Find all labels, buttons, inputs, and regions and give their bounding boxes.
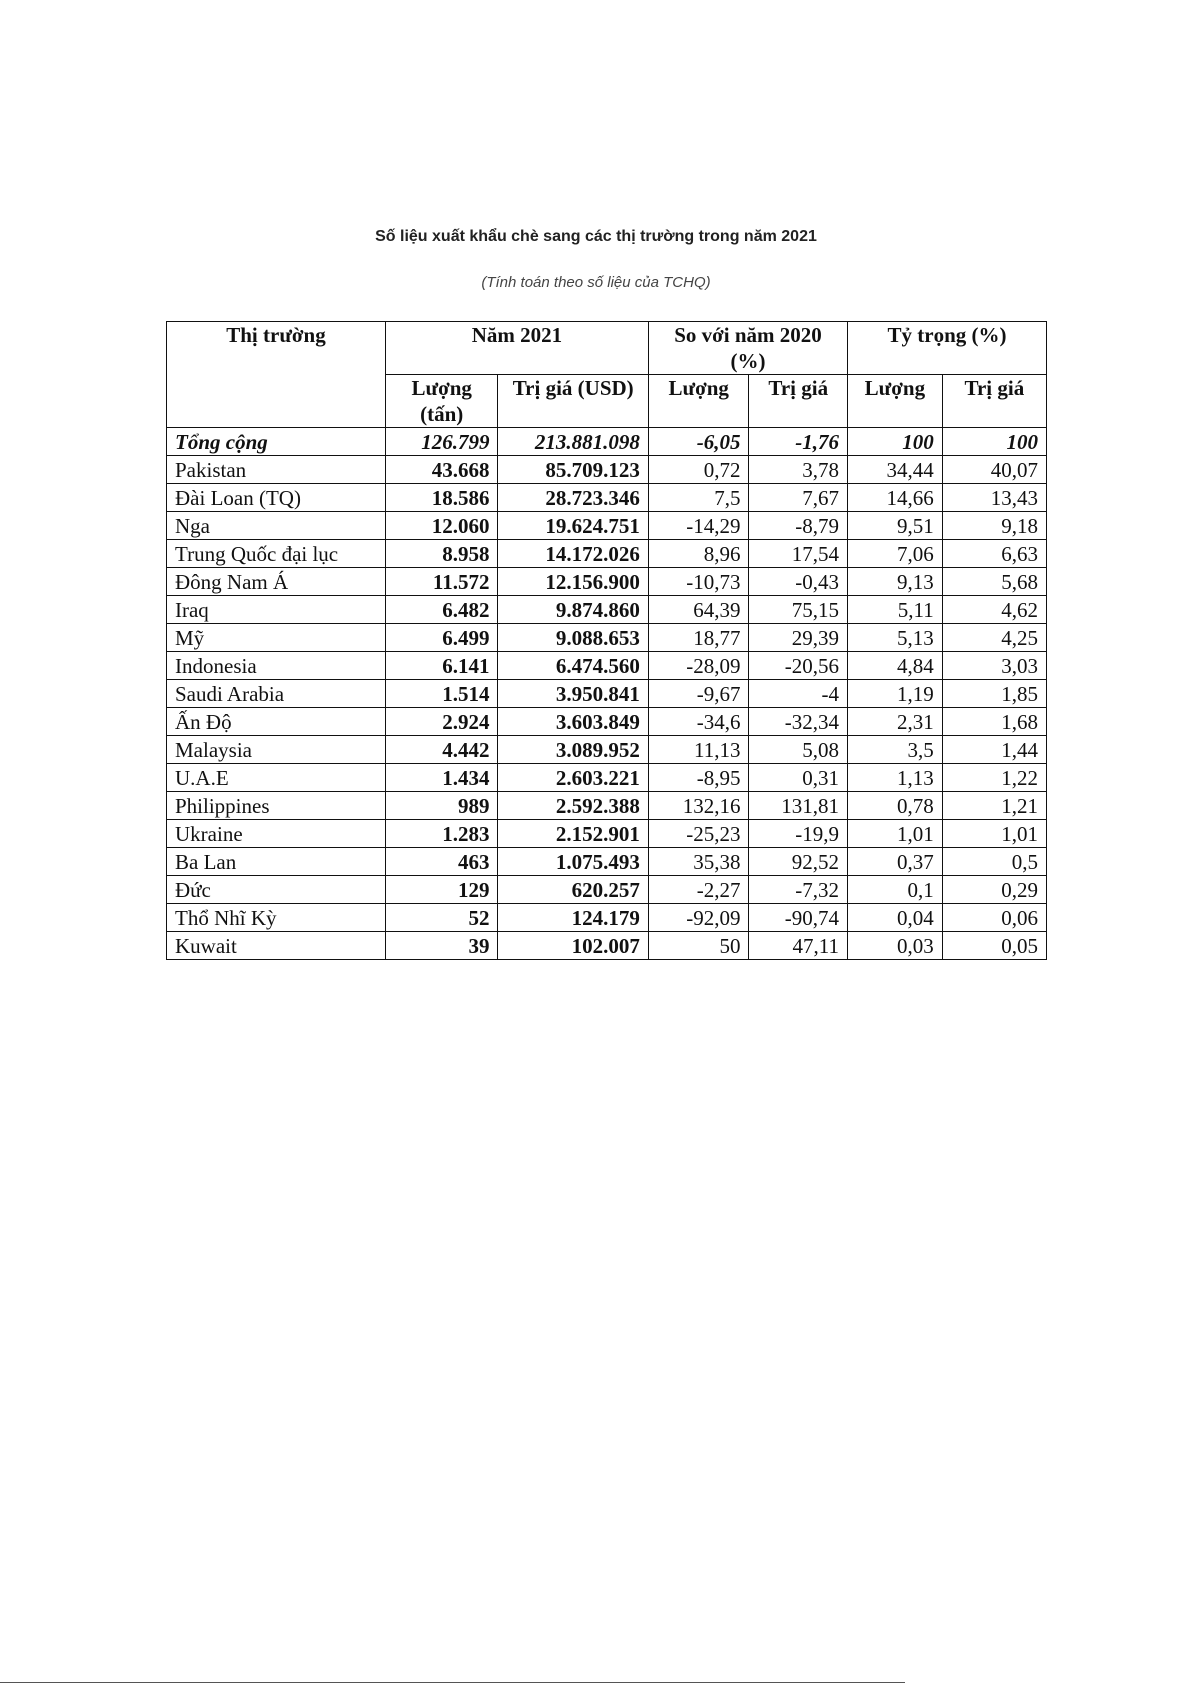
header-compare-group: So với năm 2020 (%) (648, 322, 847, 375)
cell-value: 620.257 (498, 876, 648, 904)
cell-value: 3.950.841 (498, 680, 648, 708)
cell-cmp-value: -4 (749, 680, 848, 708)
cell-qty: 129 (385, 876, 497, 904)
cell-qty: 8.958 (385, 540, 497, 568)
cell-share-qty: 34,44 (848, 456, 943, 484)
cell-qty: 6.482 (385, 596, 497, 624)
cell-qty: 18.586 (385, 484, 497, 512)
cell-market: Ukraine (167, 820, 386, 848)
cell-market: Đông Nam Á (167, 568, 386, 596)
header-row-group (167, 322, 1047, 375)
cell-cmp-qty: 11,13 (648, 736, 749, 764)
cell-market: Malaysia (167, 736, 386, 764)
cell-share-value: 0,05 (942, 932, 1046, 960)
cell-share-value: 4,25 (942, 624, 1046, 652)
document-title: Số liệu xuất khẩu chè sang các thị trường trong năm 2021 (375, 228, 817, 245)
cell-share-qty: 9,51 (848, 512, 943, 540)
cell-share-value: 0,5 (942, 848, 1046, 876)
cell-value: 124.179 (498, 904, 648, 932)
cell-market: Pakistan (167, 456, 386, 484)
cell-share-value: 1,22 (942, 764, 1046, 792)
cell-value: 9.088.653 (498, 624, 648, 652)
cell-cmp-value: 3,78 (749, 456, 848, 484)
cell-value: 2.152.901 (498, 820, 648, 848)
table-row (167, 792, 1047, 820)
cell-share-qty: 5,13 (848, 624, 943, 652)
cell-share-qty: 0,1 (848, 876, 943, 904)
cell-cmp-value: -32,34 (749, 708, 848, 736)
cell-share-qty: 7,06 (848, 540, 943, 568)
cell-cmp-qty: 7,5 (648, 484, 749, 512)
cell-cmp-value: -0,43 (749, 568, 848, 596)
total-share-qty: 100 (848, 428, 943, 456)
cell-share-value: 3,03 (942, 652, 1046, 680)
cell-share-value: 1,01 (942, 820, 1046, 848)
cell-cmp-qty: -9,67 (648, 680, 749, 708)
cell-cmp-value: -90,74 (749, 904, 848, 932)
cell-share-qty: 1,01 (848, 820, 943, 848)
cell-share-value: 13,43 (942, 484, 1046, 512)
cell-market: Thổ Nhĩ Kỳ (167, 904, 386, 932)
table-row (167, 848, 1047, 876)
cell-share-value: 40,07 (942, 456, 1046, 484)
cell-share-qty: 14,66 (848, 484, 943, 512)
cell-qty: 52 (385, 904, 497, 932)
total-label: Tổng cộng (167, 428, 386, 456)
cell-share-value: 0,29 (942, 876, 1046, 904)
cell-cmp-qty: -34,6 (648, 708, 749, 736)
header-share-qty: Lượng (848, 375, 943, 428)
cell-share-value: 5,68 (942, 568, 1046, 596)
cell-share-qty: 0,03 (848, 932, 943, 960)
header-qty: Lượng (tấn) (385, 375, 497, 428)
cell-value: 9.874.860 (498, 596, 648, 624)
cell-share-qty: 4,84 (848, 652, 943, 680)
cell-market: Nga (167, 512, 386, 540)
cell-cmp-qty: -14,29 (648, 512, 749, 540)
cell-cmp-qty: -8,95 (648, 764, 749, 792)
total-share-value: 100 (942, 428, 1046, 456)
cell-value: 102.007 (498, 932, 648, 960)
cell-cmp-value: 131,81 (749, 792, 848, 820)
cell-qty: 43.668 (385, 456, 497, 484)
table-row (167, 456, 1047, 484)
cell-cmp-qty: 64,39 (648, 596, 749, 624)
cell-market: U.A.E (167, 764, 386, 792)
cell-qty: 6.499 (385, 624, 497, 652)
cell-cmp-qty: 8,96 (648, 540, 749, 568)
cell-market: Saudi Arabia (167, 680, 386, 708)
cell-share-qty: 1,13 (848, 764, 943, 792)
table-row (167, 680, 1047, 708)
cell-cmp-value: 0,31 (749, 764, 848, 792)
cell-market: Đài Loan (TQ) (167, 484, 386, 512)
table-row (167, 596, 1047, 624)
header-market: Thị trường (167, 322, 386, 428)
cell-value: 85.709.123 (498, 456, 648, 484)
table-row (167, 568, 1047, 596)
cell-value: 2.592.388 (498, 792, 648, 820)
header-value: Trị giá (USD) (498, 375, 648, 428)
cell-cmp-qty: -28,09 (648, 652, 749, 680)
header-cmp-value: Trị giá (749, 375, 848, 428)
table-row (167, 736, 1047, 764)
cell-qty: 1.434 (385, 764, 497, 792)
cell-cmp-value: 5,08 (749, 736, 848, 764)
table-row (167, 820, 1047, 848)
cell-cmp-value: 7,67 (749, 484, 848, 512)
cell-qty: 989 (385, 792, 497, 820)
table-row (167, 932, 1047, 960)
cell-cmp-qty: -92,09 (648, 904, 749, 932)
cell-cmp-value: 29,39 (749, 624, 848, 652)
header-cmp-qty: Lượng (648, 375, 749, 428)
total-qty: 126.799 (385, 428, 497, 456)
cell-cmp-qty: 50 (648, 932, 749, 960)
cell-share-qty: 2,31 (848, 708, 943, 736)
cell-share-value: 1,21 (942, 792, 1046, 820)
table-row (167, 484, 1047, 512)
cell-cmp-value: -19,9 (749, 820, 848, 848)
cell-share-qty: 0,04 (848, 904, 943, 932)
cell-qty: 4.442 (385, 736, 497, 764)
table-body (167, 428, 1047, 960)
cell-value: 14.172.026 (498, 540, 648, 568)
cell-cmp-value: -20,56 (749, 652, 848, 680)
cell-cmp-qty: -2,27 (648, 876, 749, 904)
cell-cmp-qty: 18,77 (648, 624, 749, 652)
cell-value: 19.624.751 (498, 512, 648, 540)
cell-share-qty: 5,11 (848, 596, 943, 624)
cell-market: Ba Lan (167, 848, 386, 876)
cell-cmp-value: 47,11 (749, 932, 848, 960)
cell-value: 28.723.346 (498, 484, 648, 512)
total-cmp-qty: -6,05 (648, 428, 749, 456)
cell-qty: 12.060 (385, 512, 497, 540)
header-share-value: Trị giá (942, 375, 1046, 428)
table-row (167, 512, 1047, 540)
table-row (167, 764, 1047, 792)
cell-qty: 1.283 (385, 820, 497, 848)
cell-market: Trung Quốc đại lục (167, 540, 386, 568)
header-year-group: Năm 2021 (385, 322, 648, 375)
cell-market: Đức (167, 876, 386, 904)
table-row (167, 876, 1047, 904)
cell-value: 12.156.900 (498, 568, 648, 596)
cell-qty: 463 (385, 848, 497, 876)
cell-value: 1.075.493 (498, 848, 648, 876)
cell-market: Iraq (167, 596, 386, 624)
cell-value: 3.089.952 (498, 736, 648, 764)
cell-share-value: 6,63 (942, 540, 1046, 568)
cell-value: 3.603.849 (498, 708, 648, 736)
cell-qty: 39 (385, 932, 497, 960)
cell-qty: 11.572 (385, 568, 497, 596)
cell-share-qty: 1,19 (848, 680, 943, 708)
document-subtitle: (Tính toán theo số liệu của TCHQ) (481, 274, 711, 291)
total-cmp-value: -1,76 (749, 428, 848, 456)
cell-cmp-qty: 35,38 (648, 848, 749, 876)
table-row (167, 904, 1047, 932)
cell-share-value: 1,68 (942, 708, 1046, 736)
cell-value: 6.474.560 (498, 652, 648, 680)
table-row (167, 624, 1047, 652)
table-row (167, 652, 1047, 680)
export-table (166, 321, 1047, 960)
cell-market: Ấn Độ (167, 708, 386, 736)
cell-cmp-value: 92,52 (749, 848, 848, 876)
cell-value: 2.603.221 (498, 764, 648, 792)
header-share-group: Tỷ trọng (%) (848, 322, 1047, 375)
cell-share-qty: 9,13 (848, 568, 943, 596)
cell-market: Philippines (167, 792, 386, 820)
cell-share-qty: 0,78 (848, 792, 943, 820)
table-row (167, 708, 1047, 736)
cell-share-value: 4,62 (942, 596, 1046, 624)
cell-cmp-qty: -25,23 (648, 820, 749, 848)
cell-share-value: 1,44 (942, 736, 1046, 764)
page-bottom-rule (0, 1682, 905, 1683)
table-row (167, 540, 1047, 568)
cell-cmp-value: -8,79 (749, 512, 848, 540)
cell-qty: 1.514 (385, 680, 497, 708)
total-value: 213.881.098 (498, 428, 648, 456)
cell-share-value: 0,06 (942, 904, 1046, 932)
cell-cmp-value: 17,54 (749, 540, 848, 568)
cell-cmp-value: 75,15 (749, 596, 848, 624)
cell-qty: 6.141 (385, 652, 497, 680)
cell-share-value: 1,85 (942, 680, 1046, 708)
cell-cmp-qty: -10,73 (648, 568, 749, 596)
cell-share-qty: 0,37 (848, 848, 943, 876)
cell-cmp-qty: 132,16 (648, 792, 749, 820)
cell-market: Indonesia (167, 652, 386, 680)
cell-share-qty: 3,5 (848, 736, 943, 764)
total-row (167, 428, 1047, 456)
cell-market: Kuwait (167, 932, 386, 960)
cell-cmp-value: -7,32 (749, 876, 848, 904)
cell-market: Mỹ (167, 624, 386, 652)
cell-qty: 2.924 (385, 708, 497, 736)
cell-share-value: 9,18 (942, 512, 1046, 540)
cell-cmp-qty: 0,72 (648, 456, 749, 484)
